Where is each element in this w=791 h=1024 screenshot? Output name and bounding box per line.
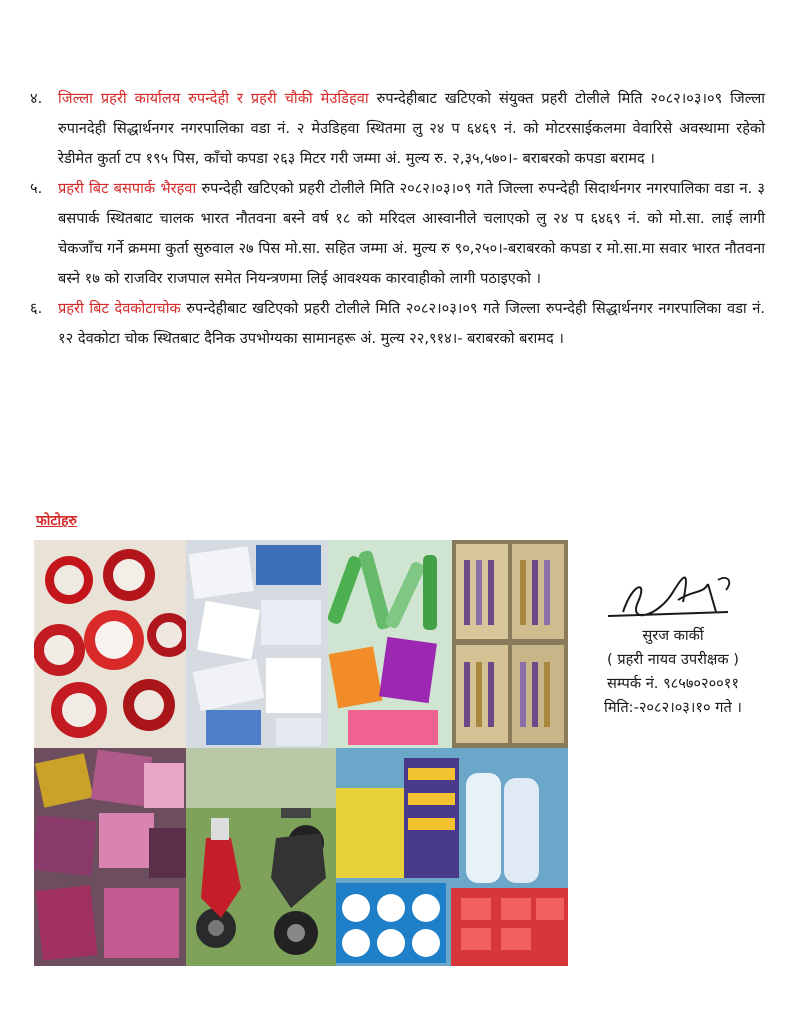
- photo-tubes-packets: [328, 540, 452, 748]
- photo-motorcycles: [186, 748, 336, 966]
- photo-cosmetic-jars: [34, 540, 186, 748]
- report-item-6: [30, 294, 765, 354]
- report-items: [30, 84, 765, 354]
- item-number: ५.: [30, 180, 43, 197]
- photo-consumer-goods: [336, 748, 568, 966]
- item-text: रुपन्देहीबाट खटिएको संयुक्त प्रहरी टोलीले मिति २०८२।०३।०९ जिल्ला रुपानदेही सिद्धार्थनगर नगरपालिका वडा नं. २ मेउडिहवा स्थितमा लु २४ प ६४६९ नं. को मोटरसाईकलमा वेवारिसे अवस्थामा रहेको रेडीमेत कुर्ता टप १९५ पिस, काँचो कपडा २६३ मिटर गरी जम्मा अं. मुल्य रु. २,३५,५७०।- बराबरको कपडा बरामद ।: [58, 90, 766, 167]
- signature-scribble-icon: [578, 572, 768, 624]
- report-item-4: [30, 84, 765, 174]
- item-text: रुपन्देही खटिएको प्रहरी टोलीले मिति २०८२।०३।०९ गते जिल्ला रुपन्देही सिदार्थनगर नगरपालिका वडा न. ३ बसपार्क स्थितबाट चालक भारत नौतवना बस्ने वर्ष १८ को मरिदल आस्वानीले चलाएको लु २४ प ६४६९ नं. को मो.सा. लाई लागी चेकजाँच गर्ने क्रममा कुर्ता सुरुवाल २७ पिस मो.सा. सहित जम्मा अं. मुल्य रु ९०,२५०।-बराबरको कपडा र मो.सा.मा सवार भारत नौतवना बस्ने १७ को राजविर राजपाल समेत नियन्त्रणमा लिई आवश्यक कारवाहीको लागी पठाइएको ।: [58, 180, 765, 287]
- item-highlight: प्रहरी बिट बसपार्क भैरहवा: [58, 180, 197, 197]
- item-number: ४.: [30, 90, 43, 107]
- signature-date: मिति:-२०८२।०३।१० गते ।: [604, 699, 742, 716]
- photo-medicine-boxes: [186, 540, 328, 748]
- item-highlight: जिल्ला प्रहरी कार्यालय रुपन्देही र प्रहरी चौकी मेउडिहवा: [58, 90, 369, 107]
- contact-number: सम्पर्क नं. ९८५७०२००११: [607, 675, 739, 692]
- photo-clothes-pile: [34, 748, 186, 966]
- item-highlight: प्रहरी बिट देवकोटाचोक: [58, 300, 181, 317]
- item-text: रुपन्देहीबाट खटिएको प्रहरी टोलीले मिति २०८२।०३।०९ गते जिल्ला रुपन्देही सिद्धार्थनगर नगरपालिका वडा नं. १२ देवकोटा चोक स्थितबाट दैनिक उपभोग्यका सामानहरू अं. मुल्य २२,९१४।- बराबरको बरामद ।: [58, 300, 766, 347]
- photos-heading: फोटोहरु: [36, 513, 77, 529]
- item-number: ६.: [30, 300, 43, 317]
- signature-block: [578, 572, 768, 720]
- signatory-title: ( प्रहरी नायव उपरीक्षक ): [607, 651, 739, 668]
- photo-display-boxes: [452, 540, 568, 748]
- report-item-5: [30, 174, 765, 294]
- signatory-name: सुरज कार्की: [642, 627, 704, 644]
- photo-collage: [34, 540, 568, 966]
